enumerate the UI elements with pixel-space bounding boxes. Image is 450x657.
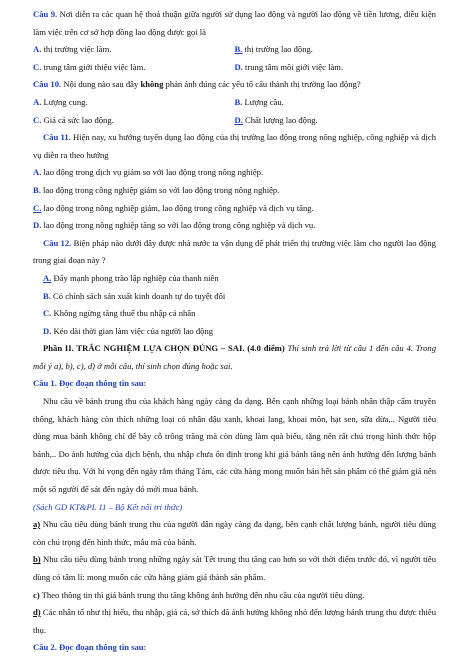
statement-text: Các nhân tố như thị hiếu, thu nhập, giá cả, sở thích đã ảnh hưởng không nhỏ đến lượng bánh trung thu được thiêu thụ. [33, 607, 436, 635]
question-number: Câu 10. [33, 79, 62, 90]
question-text: Nơi diễn ra các quan hệ thoả thuận giữa người sử dụng lao động và người lao động về tiền lương, điều kiện làm việc trên cơ sở hợp đồng lao động được gọi là [33, 9, 436, 37]
option-label: B. [234, 96, 243, 107]
passage-1-text: Nhu cầu về bánh trung thu của khách hàng ngày càng đa dạng. Bên cạnh những loại bánh nhân thập cẩm truyền thống, khách hàng còn thích những loại có nhân đậu xanh, khoai lang, khoai môn, hạt sen, sữa dừa,.. Người tiêu dùng mua bánh không chỉ để bày cỗ trông trăng mà còn dùng làm quà biếu, tặng nên rất chú trọng hình thức hộp bánh,.. Do ảnh hưởng của dịch bệnh, thu nhập chưa ổn định trong khi giá bánh tăng nên ảnh hưởng đến lượng bánh được tiêu thụ. Với hi vọng đến ngày rằm tháng Tám, các cửa hàng mong muốn bán hết sản phẩm có thể giảm giá nên một số người để sát đến ngày đó mới mua bánh. [33, 396, 436, 495]
option-text: lao động trong dịch vụ giảm so với lao động trong nông nghiệp. [41, 167, 264, 178]
option-text: thị trường việc làm. [41, 44, 112, 55]
statement-text: Theo thông tin thì giá bánh trung thu tăng không ảnh hưởng đến nhu cầu của người tiêu dùng. [39, 589, 365, 600]
statement-d [33, 604, 436, 639]
option-text: trung tâm giới thiệu việc làm. [41, 61, 146, 72]
option-text: lao động trong nông nghiệp giảm, lao động trong công nghiệp và dịch vụ tăng. [41, 202, 314, 213]
option-d [33, 323, 436, 341]
option-label: B. [33, 184, 41, 195]
question-emphasis: không [140, 79, 164, 90]
statement-b [33, 551, 436, 586]
statement-label: c) [33, 589, 40, 600]
statement-text: Nhu cầu tiêu dùng bánh trong những ngày sát Tết trung thu tăng cao hơn so với thời điểm trước đó, vì người tiêu dùng có tâm lí: mong muốn các cửa hàng giảm giá thành sản phẩm. [33, 554, 436, 582]
options-row [33, 94, 436, 112]
option-c [33, 305, 436, 323]
question-12 [33, 235, 436, 270]
option-d [235, 112, 437, 130]
option-text: lao động trong nông nghiệp tăng so với lao động trong công nghiệp và dịch vụ. [41, 220, 316, 231]
question-number: Câu 11. [43, 132, 71, 143]
option-text: Đẩy mạnh phong trào lập nghiệp của thanh niên [51, 272, 219, 283]
option-label: B. [234, 44, 243, 55]
option-a [33, 94, 235, 112]
option-label: A. [33, 96, 42, 107]
options-row [33, 59, 436, 77]
section-instructions: Thí sinh trả lời từ câu 1 đến câu 4. Trong mỗi ý a), b), c), d) ở mỗi câu, thí sinh chọn đúng hoặc sai. [33, 343, 437, 371]
passage-2-heading: Câu 2. Đọc đoạn thông tin sau: [33, 642, 147, 653]
option-a [33, 164, 436, 182]
statement-a [33, 516, 436, 551]
option-label: C. [33, 202, 42, 213]
option-label: D. [234, 114, 243, 125]
option-label: D. [234, 61, 243, 72]
question-9 [33, 6, 436, 41]
passage-1-heading: Câu 1. Đọc đoạn thông tin sau: [33, 378, 147, 389]
option-text: Kéo dài thời gian làm việc của người lao động [51, 325, 214, 336]
option-text: Lượng cung. [41, 96, 88, 107]
option-c [33, 112, 235, 130]
question-text: Biện pháp nào dưới đây được nhà nước ta vận dụng để phát triển thị trường việc làm cho người lao động trong giai đoạn này ? [33, 237, 436, 266]
option-label: D. [43, 325, 52, 336]
option-text: trung tâm môi giới việc làm. [242, 61, 344, 72]
statement-c [33, 587, 436, 605]
option-label: B. [43, 290, 51, 301]
statement-label: b) [33, 554, 41, 565]
question-text: Nội dung nào sau đây [61, 79, 141, 90]
option-a [33, 41, 235, 59]
option-label: A. [33, 167, 42, 178]
option-b [33, 182, 436, 200]
option-text: Không ngừng tăng thuế thu nhập cá nhân [51, 308, 196, 319]
option-label: D. [33, 220, 42, 231]
option-d [235, 59, 437, 77]
option-text: Có chính sách sản xuất kinh doanh tự do tuyệt đối [50, 290, 226, 301]
option-b [235, 94, 437, 112]
option-text: Chất lượng lao động. [242, 114, 318, 125]
option-b [33, 288, 436, 306]
statement-label: a) [33, 519, 41, 530]
question-number: Câu 9. [33, 9, 58, 19]
section-title: Phần II. TRẮC NGHIỆM LỰA CHỌN ĐÚNG – SAI. (4.0 điểm) [43, 343, 285, 354]
question-text: phản ánh đúng các yếu tố cấu thành thị trường lao động? [163, 79, 361, 90]
option-d [33, 217, 436, 235]
statement-text: Nhu cầu tiêu dùng bánh trung thu của người dân ngày càng đa dạng, bên cạnh chất lượng bánh, người tiêu dùng còn chú trọng đến hình thức, mẫu mã của bánh. [33, 519, 436, 547]
option-label: C. [33, 61, 42, 72]
option-a [33, 270, 436, 288]
options-row [33, 112, 436, 130]
option-text: Lượng cầu. [242, 96, 284, 107]
passage-1-source: (Sách GD KT&PL 11 – Bộ Kết nối tri thức) [33, 501, 183, 512]
option-label: A. [43, 272, 52, 283]
option-c [33, 59, 235, 77]
options-row [33, 41, 436, 59]
question-11 [33, 129, 436, 164]
option-c [33, 200, 436, 218]
option-text: thị trường lao động. [242, 44, 313, 55]
option-label: C. [43, 308, 52, 319]
option-label: C. [33, 114, 42, 125]
option-text: lao động trong công nghiệp giảm so với lao động trong nông nghiệp. [40, 184, 280, 195]
option-b [235, 41, 437, 59]
option-label: A. [33, 44, 42, 55]
question-number: Câu 12. [43, 237, 72, 248]
option-text: Giá cả sức lao động. [41, 114, 114, 125]
statement-label: d) [33, 607, 41, 618]
question-10 [33, 76, 436, 94]
part-2-heading [33, 340, 436, 375]
question-text: Hiện nay, xu hướng tuyển dụng lao động của thị trường lao động trong nông nghiệp, công nghiệp và dịch vụ diễn ra theo hướng [33, 132, 436, 160]
